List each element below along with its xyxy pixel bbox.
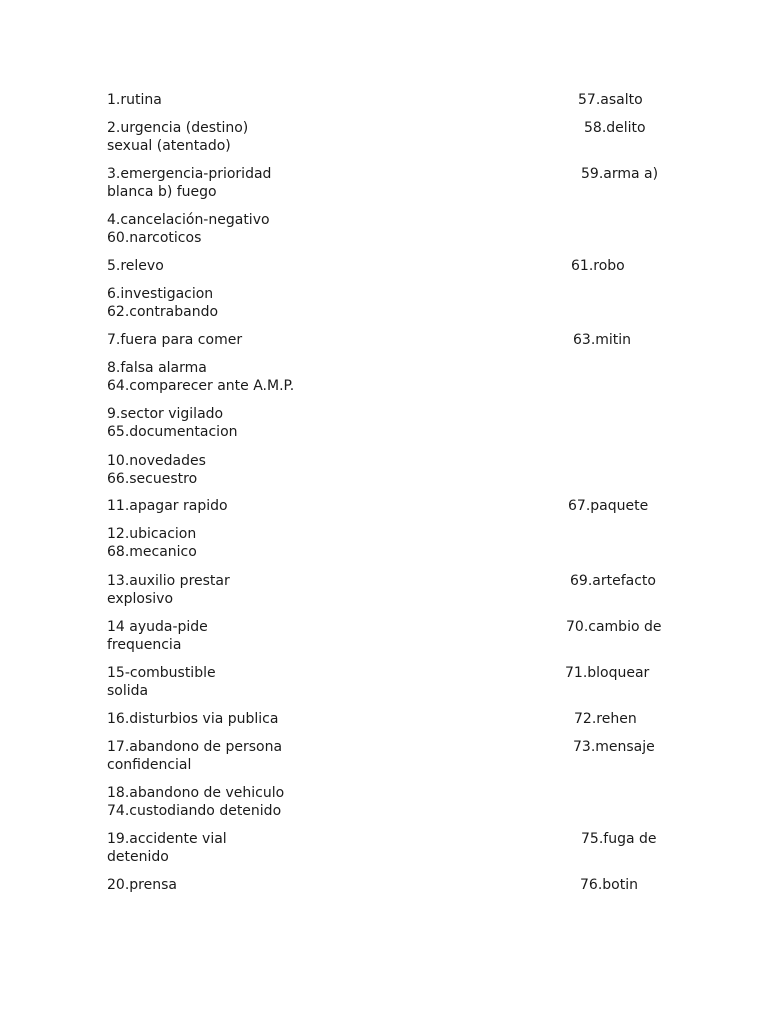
code-continuation: 60.narcoticos: [107, 230, 202, 246]
code-left: 20.prensa: [107, 877, 177, 893]
text-line: [107, 165, 687, 183]
list-item: [107, 618, 687, 654]
text-line: [107, 738, 687, 756]
list-item: [107, 497, 687, 515]
code-right: 75.fuga de: [581, 831, 657, 847]
text-line: [107, 618, 687, 636]
code-continuation: sexual (atentado): [107, 138, 231, 154]
list-item: [107, 119, 687, 155]
code-continuation: 62.contrabando: [107, 304, 219, 320]
list-item: [107, 830, 687, 866]
code-left: 6.investigacion: [107, 286, 214, 302]
text-line: [107, 710, 687, 728]
code-left: 4.cancelación-negativo: [107, 212, 270, 228]
code-right: 63.mitin: [573, 332, 632, 348]
code-right: 61.robo: [571, 258, 625, 274]
text-line: [107, 756, 687, 774]
text-line: [107, 303, 687, 321]
code-continuation: 68.mecanico: [107, 544, 197, 560]
text-line: [107, 211, 687, 229]
code-left: 5.relevo: [107, 258, 164, 274]
list-item: [107, 572, 687, 608]
code-left: 18.abandono de vehiculo: [107, 785, 285, 801]
text-line: [107, 405, 687, 423]
code-right: 57.asalto: [578, 92, 643, 108]
code-continuation: frequencia: [107, 637, 182, 653]
text-line: [107, 802, 687, 820]
list-item: [107, 331, 687, 349]
code-right: 70.cambio de: [566, 619, 662, 635]
text-line: [107, 497, 687, 515]
text-line: [107, 848, 687, 866]
code-left: 15-combustible: [107, 665, 216, 681]
code-left: 1.rutina: [107, 92, 162, 108]
code-continuation: blanca b) fuego: [107, 184, 217, 200]
text-line: [107, 590, 687, 608]
code-left: 19.accidente vial: [107, 831, 227, 847]
code-continuation: explosivo: [107, 591, 174, 607]
list-item: [107, 165, 687, 201]
code-left: 12.ubicacion: [107, 526, 197, 542]
list-item: [107, 285, 687, 321]
code-continuation: confidencial: [107, 757, 192, 773]
list-item: [107, 452, 687, 488]
text-line: [107, 359, 687, 377]
text-line: [107, 470, 687, 488]
text-line: [107, 331, 687, 349]
text-line: [107, 285, 687, 303]
list-item: [107, 738, 687, 774]
list-item: [107, 405, 687, 441]
code-left: 11.apagar rapido: [107, 498, 228, 514]
code-right: 69.artefacto: [570, 573, 656, 589]
text-line: [107, 664, 687, 682]
text-line: [107, 636, 687, 654]
list-item: [107, 525, 687, 561]
text-line: [107, 682, 687, 700]
code-left: 9.sector vigilado: [107, 406, 224, 422]
list-item: [107, 91, 687, 109]
code-continuation: 65.documentacion: [107, 424, 238, 440]
list-item: [107, 876, 687, 894]
code-right: 76.botin: [580, 877, 638, 893]
code-right: 67.paquete: [568, 498, 649, 514]
code-right: 72.rehen: [574, 711, 637, 727]
list-item: [107, 359, 687, 395]
code-continuation: detenido: [107, 849, 169, 865]
list-item: [107, 784, 687, 820]
code-continuation: 66.secuestro: [107, 471, 198, 487]
text-line: [107, 229, 687, 247]
code-left: 10.novedades: [107, 453, 206, 469]
code-continuation: 64.comparecer ante A.M.P.: [107, 378, 295, 394]
text-line: [107, 257, 687, 275]
code-continuation: solida: [107, 683, 149, 699]
code-left: 2.urgencia (destino): [107, 120, 249, 136]
text-line: [107, 784, 687, 802]
code-right: 71.bloquear: [565, 665, 650, 681]
list-item: [107, 257, 687, 275]
code-right: 73.mensaje: [573, 739, 655, 755]
code-left: 7.fuera para comer: [107, 332, 243, 348]
code-right: 59.arma a): [581, 166, 659, 182]
list-item: [107, 211, 687, 247]
text-line: [107, 423, 687, 441]
text-line: [107, 543, 687, 561]
text-line: [107, 525, 687, 543]
text-line: [107, 183, 687, 201]
code-continuation: 74.custodiando detenido: [107, 803, 282, 819]
text-line: [107, 119, 687, 137]
text-line: [107, 876, 687, 894]
text-line: [107, 572, 687, 590]
list-item: [107, 664, 687, 700]
text-line: [107, 137, 687, 155]
code-left: 3.emergencia-prioridad: [107, 166, 272, 182]
text-line: [107, 830, 687, 848]
code-left: 14 ayuda-pide: [107, 619, 208, 635]
text-line: [107, 377, 687, 395]
code-left: 17.abandono de persona: [107, 739, 283, 755]
code-left: 13.auxilio prestar: [107, 573, 230, 589]
list-item: [107, 710, 687, 728]
code-right: 58.delito: [584, 120, 646, 136]
code-left: 8.falsa alarma: [107, 360, 207, 376]
text-line: [107, 452, 687, 470]
code-left: 16.disturbios via publica: [107, 711, 279, 727]
text-line: [107, 91, 687, 109]
